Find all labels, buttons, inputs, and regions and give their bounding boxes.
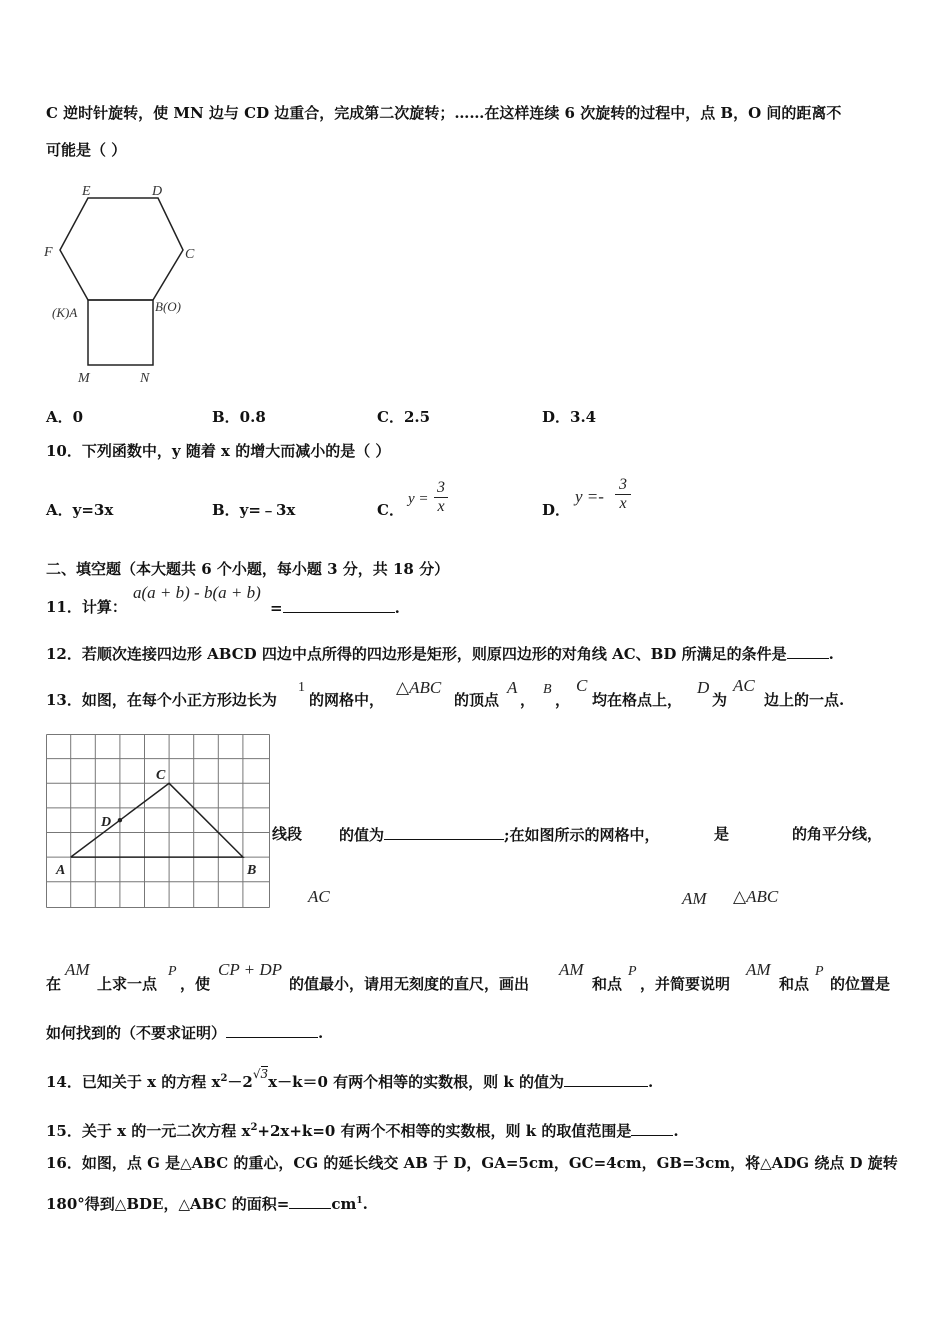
q13-l3-AM3: AM xyxy=(746,960,771,979)
hexagon-square-figure xyxy=(40,178,210,393)
q13-p5: 为 xyxy=(712,691,728,709)
q14-c: x－k＝0 有两个相等的实数根，则 k 的值为 xyxy=(268,1073,564,1091)
q13-l3-f: ，并简要说明 xyxy=(640,975,731,993)
q13-triangle2: △ABC xyxy=(733,887,779,906)
q13-blank1 xyxy=(384,825,504,840)
q11-blank xyxy=(283,598,395,613)
q12-line xyxy=(46,644,834,663)
q13-l3-AM2: AM xyxy=(559,960,584,979)
q12-end: . xyxy=(828,645,834,663)
q14-line xyxy=(46,1067,654,1092)
label-F: F xyxy=(44,245,53,260)
label-E: E xyxy=(82,184,91,199)
q13-A: A xyxy=(507,678,518,697)
q13-l2d: 是 xyxy=(714,825,730,843)
q16-line2 xyxy=(46,1192,368,1213)
label-M: M xyxy=(78,371,90,386)
q13-AC: AC xyxy=(733,676,755,695)
q13-l2b-line xyxy=(339,825,660,844)
q11-answer-line xyxy=(270,598,400,617)
q13-B: B xyxy=(543,682,552,697)
q13-p6: 边上的一点. xyxy=(764,691,845,709)
q13-l3-P3: P xyxy=(815,964,824,979)
q10-option-a: A．y=3x xyxy=(46,501,114,519)
q13-p1: 13．如图，在每个小正方形边长为 xyxy=(46,691,277,709)
q13-triangle: △ABC xyxy=(396,678,442,697)
label-BO: B(O) xyxy=(155,299,181,314)
q11-expression: a(a + b) - b(a + b) xyxy=(133,583,261,602)
q15-line xyxy=(46,1119,679,1140)
q13-p4: 均在格点上， xyxy=(592,691,683,709)
q13-AM: AM xyxy=(682,889,707,908)
section2-title: 二、填空题（本大题共 6 个小题，每小题 3 分，共 18 分） xyxy=(46,560,450,578)
q14-sup2: 2 xyxy=(220,1073,228,1084)
q13-l3-P2: P xyxy=(628,964,637,979)
q15-sup2: 2 xyxy=(250,1122,258,1133)
grid-figure xyxy=(46,734,271,908)
q13-l2c: ;在如图所示的网格中， xyxy=(504,826,660,844)
q14-blank xyxy=(564,1072,648,1087)
q15-blank xyxy=(631,1121,673,1136)
q9-line2: 可能是（ ） xyxy=(46,141,127,159)
q10-d-den: x xyxy=(619,495,627,512)
q13-l3-b: 上求一点 xyxy=(97,975,158,993)
q13-l2e: 的角平分线， xyxy=(792,825,883,843)
q13-D: D xyxy=(697,678,710,697)
q10-option-d: D． xyxy=(542,501,571,519)
q13-l2a: 线段 xyxy=(272,825,303,843)
q13-l3-c: ，使 xyxy=(180,975,211,993)
q16-blank xyxy=(289,1194,331,1209)
q11-stem: 11．计算： xyxy=(46,598,127,616)
grid-lines xyxy=(47,735,270,908)
q13-l3-d: 的值最小，请用无刻度的直尺，画出 xyxy=(289,975,530,993)
grid-label-A: A xyxy=(56,863,66,878)
grid-label-B: B xyxy=(247,863,257,878)
point-d xyxy=(118,818,122,822)
q13-l2b: 的值为 xyxy=(339,826,385,844)
q10-d-y: y =- xyxy=(575,487,604,506)
triangle-abc xyxy=(71,783,243,857)
q13-l3-P: P xyxy=(168,964,177,979)
q14-end: . xyxy=(647,1073,654,1091)
q14-a: 14．已知关于 x 的方程 x xyxy=(46,1073,221,1091)
grid-label-D: D xyxy=(101,815,112,830)
q15-a: 15．关于 x 的一元二次方程 x xyxy=(46,1122,251,1140)
q14-sqrt: √3 xyxy=(252,1067,269,1081)
q10-stem: 10．下列函数中，y 随着 x 的增大而减小的是（ ） xyxy=(46,442,391,460)
label-N: N xyxy=(140,371,150,386)
q16-end: . xyxy=(362,1195,368,1213)
q13-l3-a: 在 xyxy=(46,975,62,993)
q15-b: +2x+k=0 有两个不相等的实数根，则 k 的取值范围是 xyxy=(257,1122,632,1140)
q10-c-den: x xyxy=(437,498,445,515)
q9-option-b: B．0.8 xyxy=(212,408,266,426)
q16-sup: 1 xyxy=(356,1196,363,1206)
q15-end: . xyxy=(673,1122,679,1140)
q13-blank2 xyxy=(226,1023,318,1038)
q9-option-a: A．0 xyxy=(46,408,84,426)
q10-c-fraction xyxy=(434,479,448,516)
label-C: C xyxy=(185,247,195,262)
label-D: D xyxy=(152,184,163,199)
q16-unit: cm xyxy=(331,1195,357,1213)
q11-end: . xyxy=(394,599,400,617)
q16-line1: 16．如图，点 G 是△ABC 的重心，CG 的延长线交 AB 于 D，GA=5cm，GC=4cm，GB=3cm，将△ADG 绕点 D 旋转 xyxy=(46,1154,898,1172)
q13-l3-g: 和点 xyxy=(779,975,810,993)
q14-b: －2 xyxy=(227,1073,253,1091)
q9-option-c: C．2.5 xyxy=(377,408,431,426)
q13-C: C xyxy=(576,676,588,695)
label-KA: (K)A xyxy=(52,305,78,320)
q13-l4-line xyxy=(46,1023,323,1042)
q13-comma2: ， xyxy=(555,691,571,709)
q10-c-y: y = xyxy=(408,491,429,507)
q13-l3-AM: AM xyxy=(65,960,90,979)
q13-l3-e: 和点 xyxy=(592,975,623,993)
q13-p2: 的网格中， xyxy=(309,691,385,709)
grid-label-C: C xyxy=(156,768,166,783)
q13-comma1: ， xyxy=(520,691,536,709)
q9-option-d: D．3.4 xyxy=(542,408,597,426)
q10-c-num: 3 xyxy=(434,479,448,498)
q9-line1: C 逆时针旋转，使 MN 边与 CD 边重合，完成第二次旋转；……在这样连续 6 次旋转的过程中，点 B，O 间的距离不 xyxy=(46,104,842,122)
q13-p3: 的顶点 xyxy=(454,691,500,709)
q13-l3-h: 的位置是 xyxy=(830,975,891,993)
q13-l4: 如何找到的（不要求证明） xyxy=(46,1024,227,1042)
q10-option-c: C． xyxy=(377,501,404,519)
q13-one: 1 xyxy=(298,680,305,695)
q10-option-b: B．y=﹣3x xyxy=(212,501,296,519)
q13-l3-expr: CP + DP xyxy=(218,960,283,979)
q11-equals: = xyxy=(270,599,283,617)
q10-d-fraction xyxy=(615,476,631,513)
q14-sqrt-value: 3 xyxy=(260,1067,269,1081)
q12-text: 12．若顺次连接四边形 ABCD 四边中点所得的四边形是矩形，则原四边形的对角线 AC、BD 所满足的条件是 xyxy=(46,645,787,663)
q13-l4-end: . xyxy=(318,1024,324,1042)
q12-blank xyxy=(787,644,829,659)
q10-d-num: 3 xyxy=(615,476,631,495)
q16-line2a: 180°得到△BDE，△ABC 的面积= xyxy=(46,1195,290,1213)
q13-AC2: AC xyxy=(308,887,330,906)
